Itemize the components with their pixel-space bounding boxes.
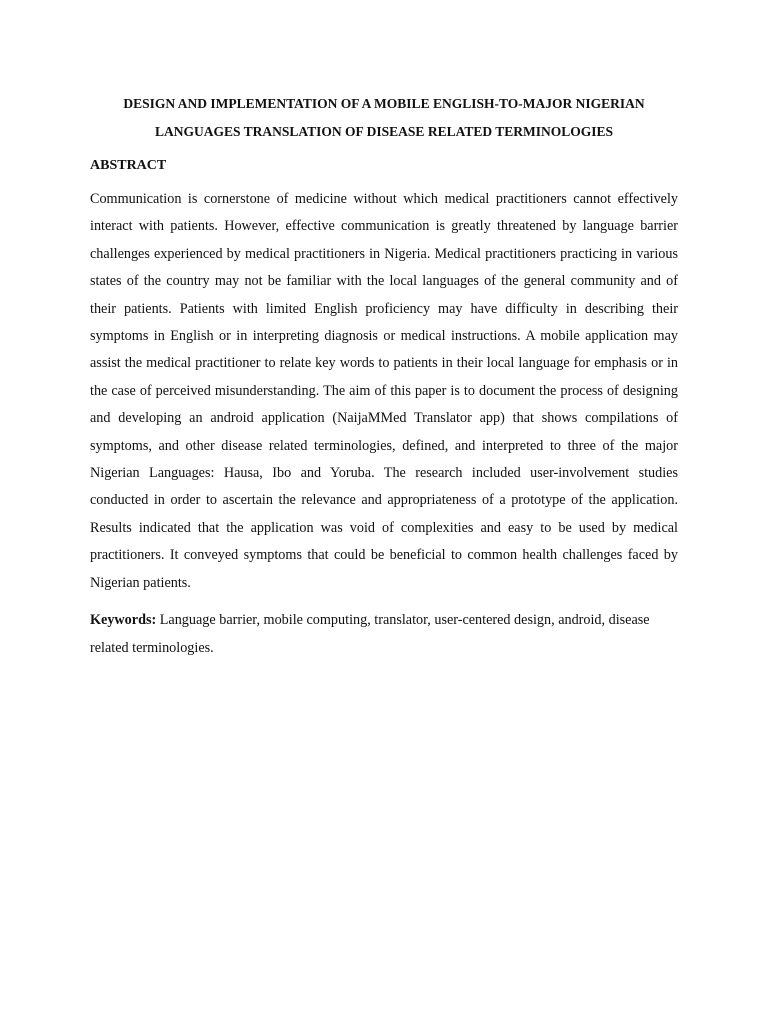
paper-title-line-2: LANGUAGES TRANSLATION OF DISEASE RELATED TERMINOLOGIES <box>155 124 613 139</box>
paper-title-line-1: DESIGN AND IMPLEMENTATION OF A MOBILE ENGLISH-TO-MAJOR NIGERIAN <box>123 96 645 111</box>
keywords-label: Keywords: <box>90 612 157 629</box>
keywords-text: Language barrier, mobile computing, translator, user-centered design, android, disease related terminologies. <box>90 612 650 656</box>
abstract-heading: ABSTRACT <box>90 158 167 173</box>
paper-page <box>90 90 678 662</box>
abstract-body: Communication is cornerstone of medicine without which medical practitioners cannot effectively interact with patients. However, effective communication is greatly threatened by language barrier challenges experienced by medical practitioners in Nigeria. Medical practitioners practicing in various states of the country may not be familiar with the local languages of the general community and of their patients. Patients with limited English proficiency may have difficulty in describing their symptoms in English or in interpreting diagnosis or medical instructions. A mobile application may assist the medical practitioner to relate key words to patients in their local language for emphasis or in the case of perceived misunderstanding. The aim of this paper is to document the process of designing and developing an android application (NaijaMMed Translator app) that shows compilations of symptoms, and other disease related terminologies, defined, and interpreted to three of the major Nigerian Languages: Hausa, Ibo and Yoruba. The research included user-involvement studies conducted in order to ascertain the relevance and appropriateness of a prototype of the application. Results indicated that the application was void of complexities and easy to be used by medical practitioners. It conveyed symptoms that could be beneficial to common health challenges faced by Nigerian patients. <box>90 191 678 591</box>
keywords-paragraph <box>90 607 678 662</box>
